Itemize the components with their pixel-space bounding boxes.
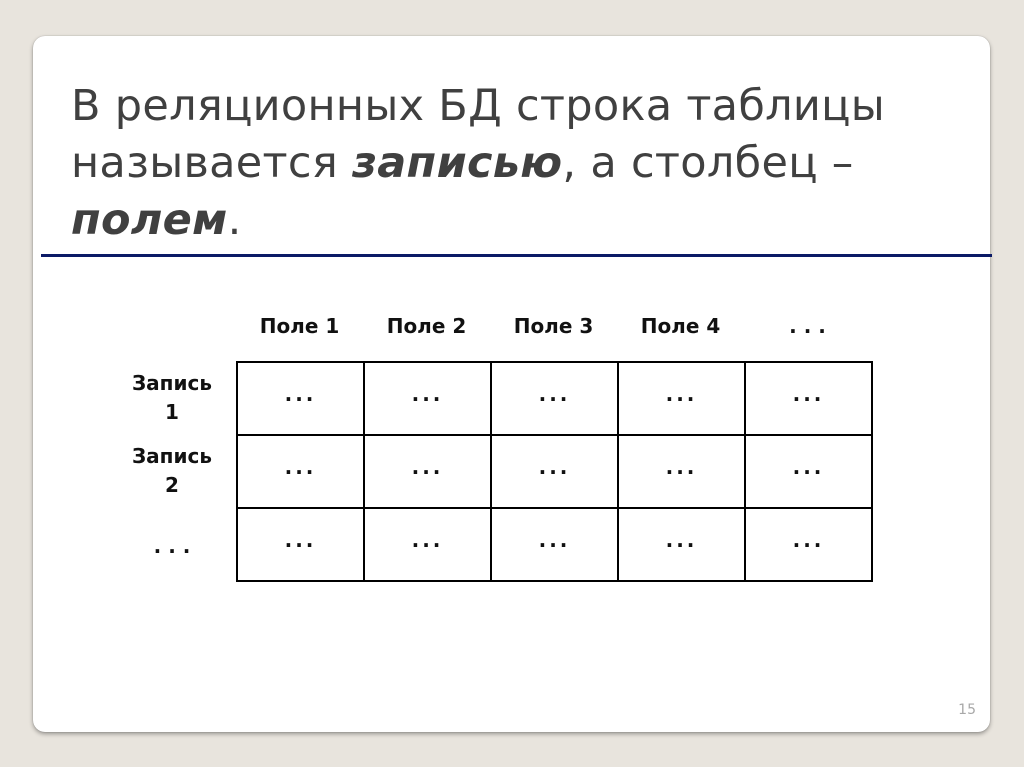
title-divider bbox=[41, 254, 992, 257]
column-header-ellipsis: . . . bbox=[789, 314, 826, 338]
table-row bbox=[237, 435, 872, 508]
table-cell: ... bbox=[364, 435, 491, 508]
page-number: 15 bbox=[958, 702, 976, 718]
row-header-record-1 bbox=[113, 369, 231, 427]
title-text-2: , а столбец – bbox=[562, 138, 854, 188]
table-cell: ... bbox=[491, 508, 618, 581]
table-cell: ... bbox=[491, 362, 618, 435]
table-cell: ... bbox=[491, 435, 618, 508]
title-text-1: В реляционных БД строка таблицы называется bbox=[71, 81, 885, 188]
column-header-field-2: Поле 2 bbox=[386, 314, 467, 338]
row-header-ellipsis-label: . . . bbox=[153, 534, 191, 558]
table-cell: ... bbox=[618, 362, 745, 435]
table-cell: ... bbox=[618, 435, 745, 508]
column-header-field-1: Поле 1 bbox=[259, 314, 340, 338]
slide bbox=[33, 36, 990, 732]
column-header-field-3: Поле 3 bbox=[513, 314, 594, 338]
row-header-record-2-number: 2 bbox=[165, 473, 179, 497]
table-cell: ... bbox=[364, 362, 491, 435]
table-cell: ... bbox=[745, 362, 872, 435]
records-table bbox=[236, 361, 873, 582]
title-emphasis-record: записью bbox=[351, 138, 563, 188]
table-row bbox=[237, 508, 872, 581]
table-cell: ... bbox=[745, 435, 872, 508]
title-emphasis-field: полем bbox=[71, 195, 228, 245]
table-row bbox=[237, 362, 872, 435]
title-text-3: . bbox=[227, 195, 242, 245]
row-header-record-2-label: Запись bbox=[131, 444, 213, 468]
table-cell: ... bbox=[237, 435, 364, 508]
row-header-ellipsis bbox=[113, 532, 231, 561]
table-cell: ... bbox=[237, 362, 364, 435]
table-cell: ... bbox=[364, 508, 491, 581]
table-cell: ... bbox=[237, 508, 364, 581]
column-header-field-4: Поле 4 bbox=[640, 314, 721, 338]
table-cell: ... bbox=[618, 508, 745, 581]
row-header-record-2 bbox=[113, 442, 231, 500]
slide-title bbox=[71, 78, 971, 249]
row-header-record-1-number: 1 bbox=[165, 400, 179, 424]
table-cell: ... bbox=[745, 508, 872, 581]
row-header-record-1-label: Запись bbox=[131, 371, 213, 395]
